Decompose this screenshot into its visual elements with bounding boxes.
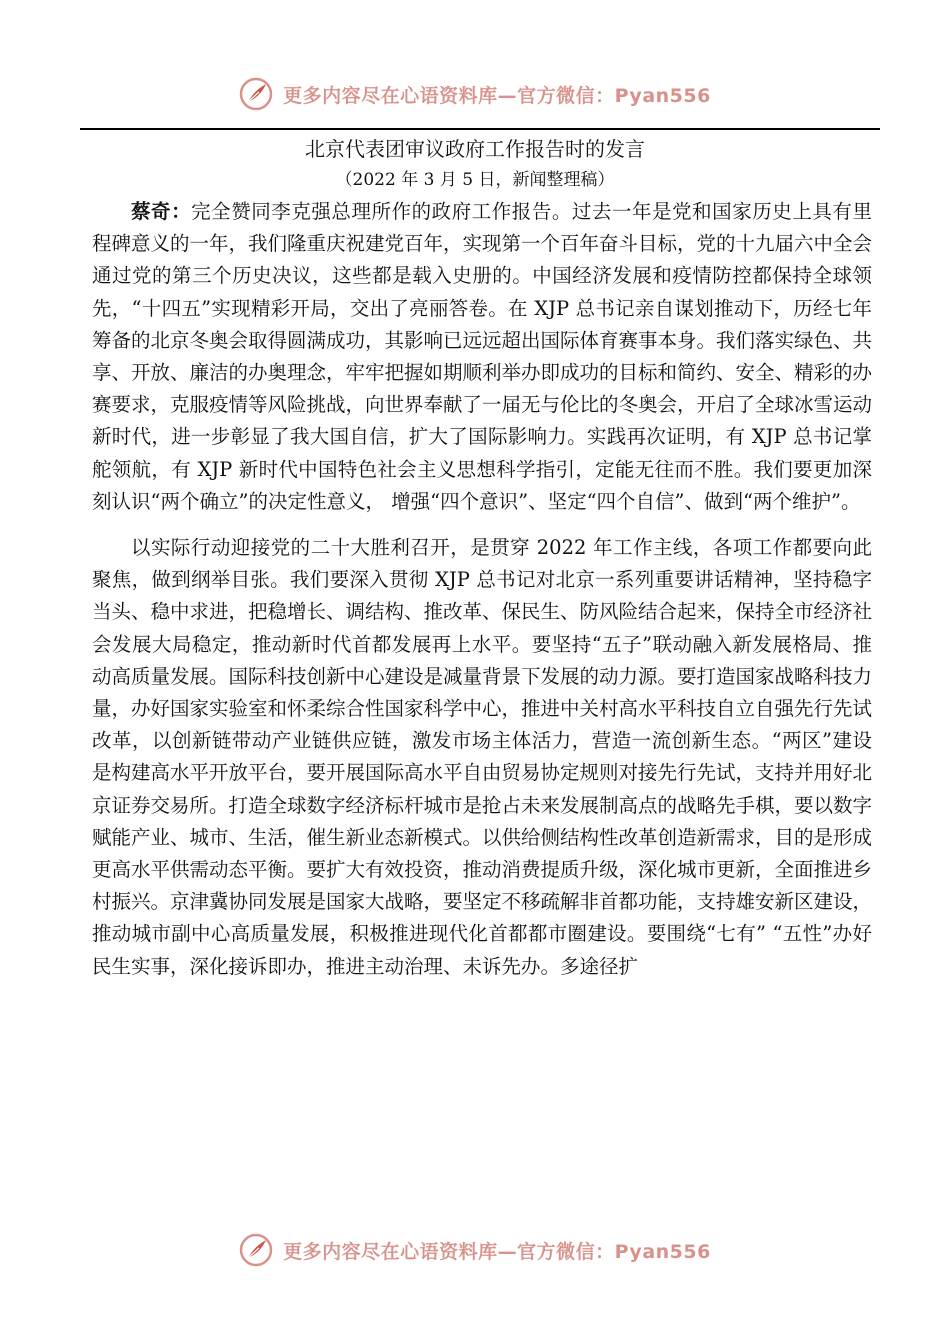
document-body	[92, 196, 872, 983]
feather-logo-icon	[239, 77, 273, 111]
paragraph-text: 以实际行动迎接党的二十大胜利召开，是贯穿 2022 年工作主线，各项工作都要向此聚焦，做到纲举目张。我们要深入贯彻 XJP 总书记对北京一系列重要讲话精神，坚持稳字当头、稳中求进，把稳增长、调结构、推改革、保民生、防风险结合起来，保持全市经济社会发展大局稳定，推动新时代首都发展再上水平。要坚持“五子”联动融入新发展格局、推动高质量发展。国际科技创新中心建设是减量背景下发展的动力源。要打造国家战略科技力量，办好国家实验室和怀柔综合性国家科学中心，推进中关村高水平科技自立自强先行先试改革，以创新链带动产业链供应链，激发市场主体活力，营造一流创新生态。“两区”建设是构建高水平开放平台，要开展国际高水平自由贸易协定规则对接先行先试，支持并用好北京证券交易所。打造全球数字经济标杆城市是抢占未来发展制高点的战略先手棋，要以数字赋能产业、城市、生活，催生新业态新模式。以供给侧结构性改革创造新需求，目的是形成更高水平供需动态平衡。要扩大有效投资，推动消费提质升级，深化城市更新，全面推进乡村振兴。京津冀协同发展是国家大战略，要坚定不移疏解非首都功能，支持雄安新区建设， 推动城市副中心高质量发展，积极推进现代化首都都市圈建设。要围绕“七有” “五性”办好民生实事，深化接诉即办，推进主动治理、未诉先办。多途径扩	[92, 536, 873, 978]
paragraph	[92, 196, 872, 518]
paragraph-text: 完全赞同李克强总理所作的政府工作报告。过去一年是党和国家历史上具有里程碑意义的一年，我们隆重庆祝建党百年，实现第一个百年奋斗目标，党的十九届六中全会通过党的第三个历史决议，这些都是载入史册的。中国经济发展和疫情防控都保持全球领先，“十四五”实现精彩开局，交出了亮丽答卷。在 XJP 总书记亲自谋划推动下，历经七年筹备的北京冬奥会取得圆满成功，其影响已远远超出国际体育赛事本身。我们落实绿色、共享、开放、廉洁的办奥理念，牢牢把握如期顺利举办即成功的目标和简约、安全、精彩的办赛要求，克服疫情等风险挑战，向世界奉献了一届无与伦比的冬奥会，开启了全球冰雪运动新时代，进一步彰显了我大国自信，扩大了国际影响力。实践再次证明，有 XJP 总书记掌舵领航，有 XJP 新时代中国特色社会主义思想科学指引，定能无往而不胜。我们要更加深刻认识“两个确立”的决定性意义， 增强“四个意识”、坚定“四个自信”、做到“两个维护”。	[92, 200, 873, 513]
watermark-text: 更多内容尽在心语资料库—官方微信：Pyan556	[283, 1240, 711, 1263]
feather-logo-icon	[239, 1233, 273, 1267]
header-divider	[80, 128, 880, 130]
watermark-text: 更多内容尽在心语资料库—官方微信：Pyan556	[283, 84, 711, 107]
document-title: 北京代表团审议政府工作报告时的发言	[305, 137, 645, 161]
paragraph	[92, 532, 872, 983]
speaker-name: 蔡奇：	[131, 200, 192, 223]
watermark-footer	[0, 1228, 950, 1272]
watermark-header	[0, 72, 950, 116]
document-subtitle: （2022 年 3 月 5 日，新闻整理稿）	[335, 170, 615, 190]
